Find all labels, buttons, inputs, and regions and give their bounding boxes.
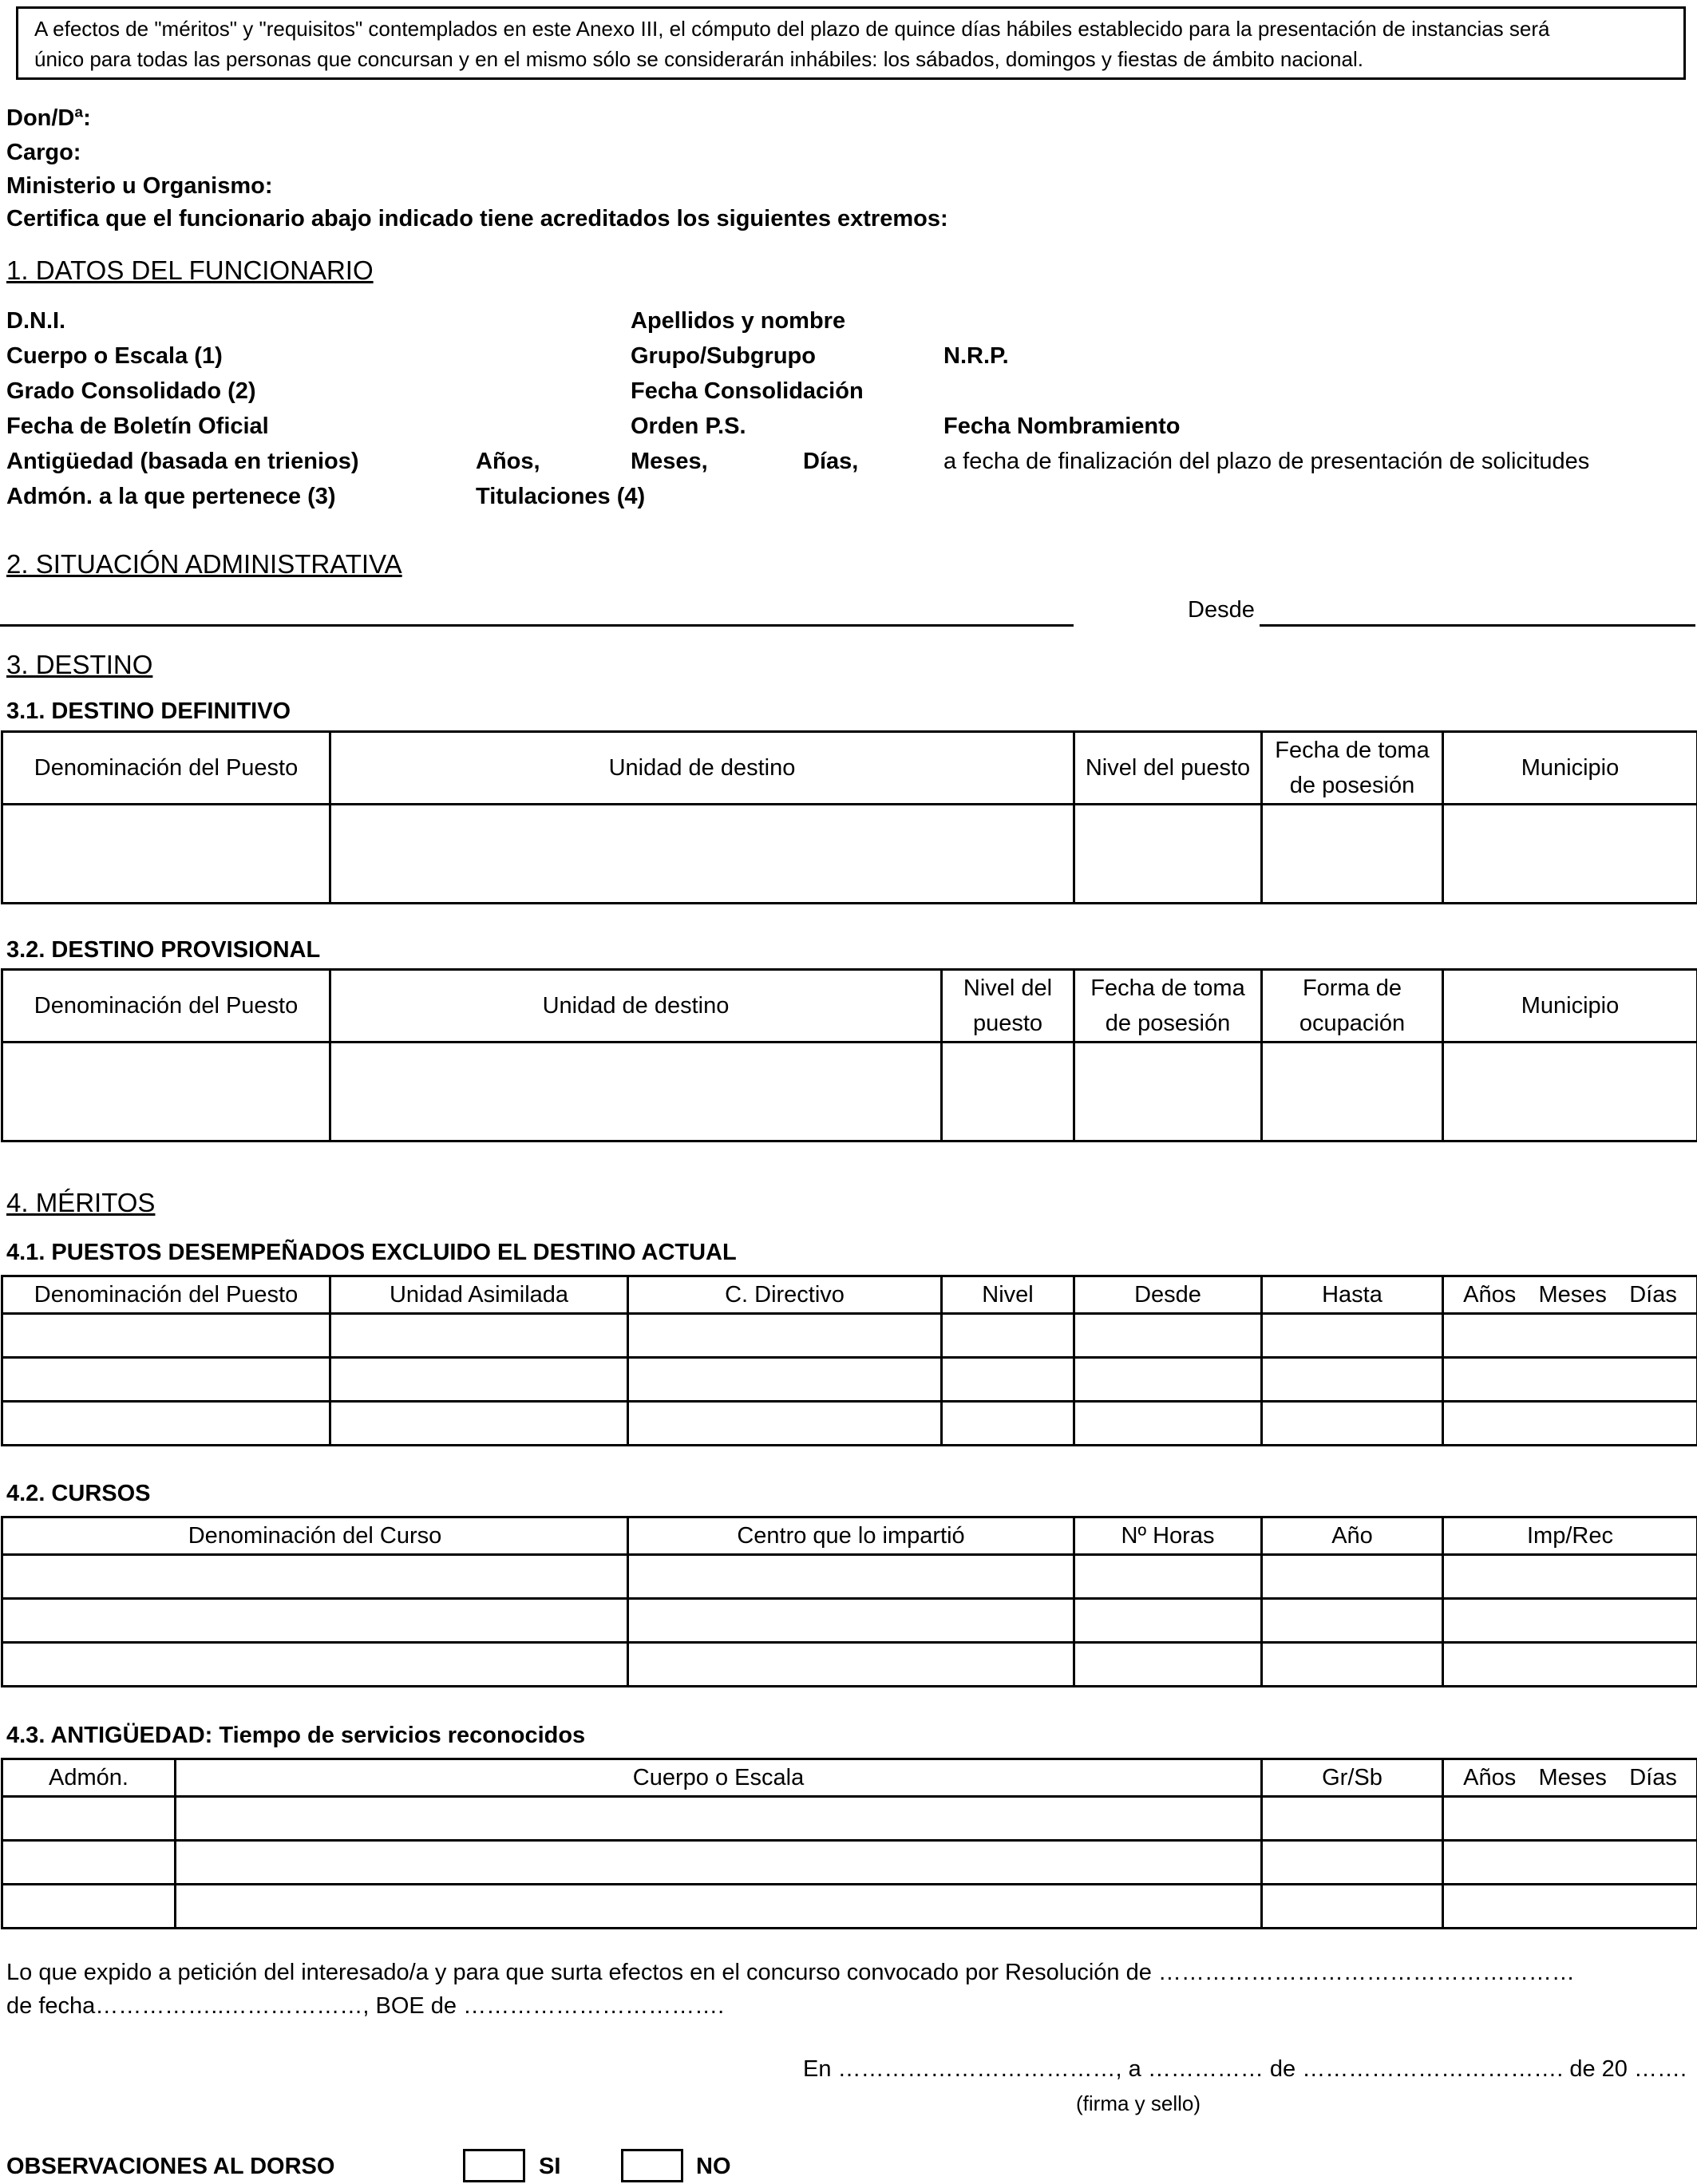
header-gr-sb: Gr/Sb xyxy=(1262,1759,1443,1797)
cuerpo-label: Cuerpo o Escala (1) xyxy=(6,343,223,369)
section-2-title: 2. SITUACIÓN ADMINISTRATIVA xyxy=(6,549,402,579)
header-desde: Desde xyxy=(1074,1276,1262,1314)
header-municipio: Municipio xyxy=(1443,970,1697,1043)
cell[interactable] xyxy=(942,1358,1074,1402)
cursos-title: 4.2. CURSOS xyxy=(6,1481,151,1506)
header-nivel: Nivel del puesto xyxy=(942,970,1074,1043)
no-checkbox[interactable] xyxy=(621,2149,683,2182)
cell[interactable] xyxy=(2,1043,330,1141)
cell[interactable] xyxy=(2,1643,628,1687)
cell[interactable] xyxy=(176,1841,1262,1885)
notice-line-1: A efectos de "méritos" y "requisitos" contemplados en este Anexo III, el cómputo del plazo de quince días hábiles establecido para la presentación de instancias será xyxy=(34,17,1550,41)
header-forma-ocupacion: Forma de ocupación xyxy=(1262,970,1443,1043)
cell[interactable] xyxy=(2,805,330,904)
destino-definitivo-title: 3.1. DESTINO DEFINITIVO xyxy=(6,698,291,724)
header-denominacion: Denominación del Puesto xyxy=(2,1276,330,1314)
header-nivel: Nivel xyxy=(942,1276,1074,1314)
destino-definitivo-table xyxy=(1,730,1697,904)
desde-line xyxy=(1260,624,1695,627)
anos-label: Años, xyxy=(476,449,540,474)
cell[interactable] xyxy=(1262,1841,1443,1885)
header-cuerpo-escala: Cuerpo o Escala xyxy=(176,1759,1262,1797)
section-1-title: 1. DATOS DEL FUNCIONARIO xyxy=(6,255,374,285)
header-denominacion: Denominación del Puesto xyxy=(2,970,330,1043)
cell[interactable] xyxy=(1443,1797,1697,1841)
apellidos-label: Apellidos y nombre xyxy=(631,308,846,334)
fecha-nombramiento-label: Fecha Nombramiento xyxy=(943,413,1181,439)
cell[interactable] xyxy=(942,1314,1074,1358)
cell[interactable] xyxy=(1074,805,1262,904)
ministerio-label: Ministerio u Organismo: xyxy=(6,173,273,199)
cell[interactable] xyxy=(1262,1797,1443,1841)
header-fecha-toma: Fecha de toma de posesión xyxy=(1074,970,1262,1043)
header-denominacion: Denominación del Puesto xyxy=(2,732,330,805)
notice-line-2: único para todas las personas que concursan y en el mismo sólo se considerarán inhábiles: los sábados, domingos y fiestas de ámbito nacional. xyxy=(34,47,1363,71)
grado-label: Grado Consolidado (2) xyxy=(6,378,256,404)
header-anos-meses-dias: Años Meses Días xyxy=(1443,1759,1697,1797)
cell[interactable] xyxy=(1443,1402,1697,1446)
cell[interactable] xyxy=(1262,1643,1443,1687)
cell[interactable] xyxy=(1443,1841,1697,1885)
situacion-line xyxy=(0,624,1074,627)
cell[interactable] xyxy=(1074,1643,1262,1687)
header-hasta: Hasta xyxy=(1262,1276,1443,1314)
header-curso: Denominación del Curso xyxy=(2,1517,628,1555)
cell[interactable] xyxy=(1262,1885,1443,1929)
cell[interactable] xyxy=(1262,1043,1443,1141)
dias-label: Días, xyxy=(803,449,859,474)
titulaciones-label: Titulaciones (4) xyxy=(476,484,646,509)
certifica-text: Certifica que el funcionario abajo indicado tiene acreditados los siguientes extremos: xyxy=(6,206,948,231)
desde-label: Desde xyxy=(1188,597,1255,623)
si-checkbox[interactable] xyxy=(463,2149,525,2182)
cell[interactable] xyxy=(330,1358,628,1402)
cell[interactable] xyxy=(1074,1599,1262,1643)
cell[interactable] xyxy=(1262,1402,1443,1446)
expido-line-2: de fecha……………..………………, BOE de ……………………………. xyxy=(6,1993,725,2019)
cell[interactable] xyxy=(330,1314,628,1358)
header-nivel: Nivel del puesto xyxy=(1074,732,1262,805)
cell[interactable] xyxy=(1074,1314,1262,1358)
firma-sello: (firma y sello) xyxy=(1076,2091,1201,2115)
header-horas: Nº Horas xyxy=(1074,1517,1262,1555)
header-municipio: Municipio xyxy=(1443,732,1697,805)
header-imp-rec: Imp/Rec xyxy=(1443,1517,1697,1555)
header-c-directivo: C. Directivo xyxy=(628,1276,942,1314)
cell[interactable] xyxy=(1262,1314,1443,1358)
antiguedad-table xyxy=(1,1758,1697,1929)
no-label: NO xyxy=(696,2154,731,2179)
antiguedad-title: 4.3. ANTIGÜEDAD: Tiempo de servicios reconocidos xyxy=(6,1723,586,1748)
cell[interactable] xyxy=(2,1599,628,1643)
nrp-label: N.R.P. xyxy=(943,343,1009,369)
header-admon: Admón. xyxy=(2,1759,176,1797)
cell[interactable] xyxy=(1443,805,1697,904)
destino-provisional-title: 3.2. DESTINO PROVISIONAL xyxy=(6,937,321,963)
cell[interactable] xyxy=(330,1043,942,1141)
cell[interactable] xyxy=(1443,1314,1697,1358)
cell[interactable] xyxy=(628,1314,942,1358)
cell[interactable] xyxy=(628,1555,1074,1599)
dni-label: D.N.I. xyxy=(6,308,66,334)
cell[interactable] xyxy=(628,1358,942,1402)
cell[interactable] xyxy=(330,1402,628,1446)
cargo-label: Cargo: xyxy=(6,140,81,165)
place-date-line: En ………………………………, a …………… de ……………………………. de 20 ……. xyxy=(803,2056,1687,2082)
header-unidad: Unidad de destino xyxy=(330,970,942,1043)
cell[interactable] xyxy=(2,1555,628,1599)
cell[interactable] xyxy=(628,1643,1074,1687)
cell[interactable] xyxy=(628,1402,942,1446)
cell[interactable] xyxy=(1443,1043,1697,1141)
cell[interactable] xyxy=(2,1358,330,1402)
antiguedad-label: Antigüedad (basada en trienios) xyxy=(6,449,359,474)
cell[interactable] xyxy=(1262,805,1443,904)
puestos-table xyxy=(1,1275,1697,1446)
cell[interactable] xyxy=(1074,1555,1262,1599)
observaciones-label: OBSERVACIONES AL DORSO xyxy=(6,2154,335,2179)
header-anos-meses-dias: Años Meses Días xyxy=(1443,1276,1697,1314)
orden-ps-label: Orden P.S. xyxy=(631,413,746,439)
cell[interactable] xyxy=(2,1797,176,1841)
cell[interactable] xyxy=(2,1314,330,1358)
cell[interactable] xyxy=(942,1402,1074,1446)
destino-provisional-table xyxy=(1,968,1697,1142)
meses-label: Meses, xyxy=(631,449,708,474)
cell[interactable] xyxy=(1262,1599,1443,1643)
cell[interactable] xyxy=(1074,1043,1262,1141)
header-unidad: Unidad de destino xyxy=(330,732,1074,805)
cell[interactable] xyxy=(2,1841,176,1885)
fecha-consolidacion-label: Fecha Consolidación xyxy=(631,378,864,404)
cell[interactable] xyxy=(1262,1358,1443,1402)
header-ano: Año xyxy=(1262,1517,1443,1555)
cell[interactable] xyxy=(1262,1555,1443,1599)
cell[interactable] xyxy=(176,1885,1262,1929)
cell[interactable] xyxy=(1443,1885,1697,1929)
cell[interactable] xyxy=(1074,1358,1262,1402)
cell[interactable] xyxy=(1074,1402,1262,1446)
header-unidad-asimilada: Unidad Asimilada xyxy=(330,1276,628,1314)
cell[interactable] xyxy=(330,805,1074,904)
header-centro: Centro que lo impartió xyxy=(628,1517,1074,1555)
header-fecha-toma: Fecha de toma de posesión xyxy=(1262,732,1443,805)
cell[interactable] xyxy=(628,1599,1074,1643)
section-4-title: 4. MÉRITOS xyxy=(6,1188,156,1217)
admon-label: Admón. a la que pertenece (3) xyxy=(6,484,336,509)
cell[interactable] xyxy=(1443,1643,1697,1687)
grupo-label: Grupo/Subgrupo xyxy=(631,343,816,369)
si-label: SI xyxy=(539,2154,561,2179)
don-label: Don/Dª: xyxy=(6,105,91,131)
a-fecha-text: a fecha de finalización del plazo de presentación de solicitudes xyxy=(943,449,1590,474)
cell[interactable] xyxy=(2,1402,330,1446)
cell[interactable] xyxy=(1443,1599,1697,1643)
cell[interactable] xyxy=(942,1043,1074,1141)
section-3-title: 3. DESTINO xyxy=(6,650,153,679)
cursos-table xyxy=(1,1516,1697,1687)
cell[interactable] xyxy=(2,1885,176,1929)
puestos-title: 4.1. PUESTOS DESEMPEÑADOS EXCLUIDO EL DESTINO ACTUAL xyxy=(6,1240,737,1265)
cell[interactable] xyxy=(1443,1358,1697,1402)
fecha-boletin-label: Fecha de Boletín Oficial xyxy=(6,413,269,439)
cell[interactable] xyxy=(176,1797,1262,1841)
notice-box xyxy=(16,6,1686,80)
cell[interactable] xyxy=(1443,1555,1697,1599)
expido-line-1: Lo que expido a petición del interesado/a y para que surta efectos en el concurso convocado por Resolución de ……………………………………………… xyxy=(6,1960,1575,1985)
